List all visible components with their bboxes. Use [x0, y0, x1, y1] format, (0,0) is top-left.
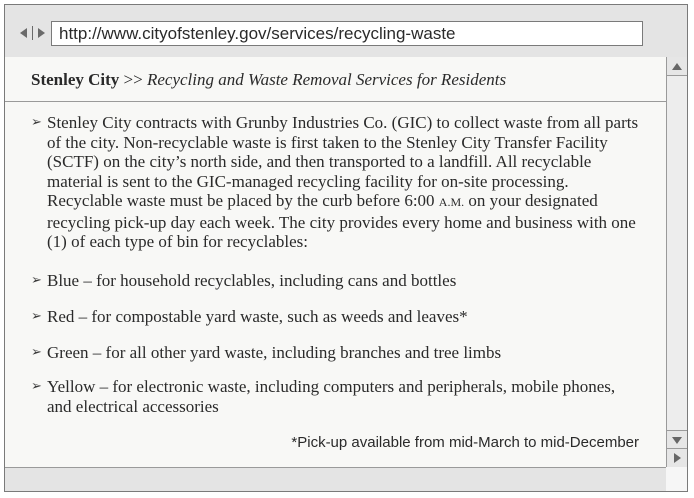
- bin-text: Red – for compostable yard waste, such as weeds and leaves*: [47, 307, 468, 326]
- bin-item-yellow: [31, 377, 643, 416]
- breadcrumb-current-page: Recycling and Waste Removal Services for Residents: [146, 70, 507, 89]
- bin-item-red: [31, 307, 643, 327]
- bullet-arrow-icon: ➢: [31, 379, 42, 394]
- scroll-down-icon: [672, 437, 682, 444]
- scroll-right-icon: [674, 453, 681, 463]
- address-bar[interactable]: http://www.cityofstenley.gov/services/recycling-waste: [51, 21, 643, 46]
- horizontal-scrollbar[interactable]: [5, 467, 666, 491]
- forward-arrow-icon[interactable]: [38, 28, 45, 38]
- bin-text: Blue – for household recyclables, including cans and bottles: [47, 271, 457, 290]
- scroll-up-button[interactable]: [667, 57, 687, 76]
- bin-item-green: [31, 343, 643, 363]
- browser-toolbar: [5, 5, 687, 58]
- bullet-arrow-icon: ➢: [31, 309, 42, 324]
- scroll-down-button[interactable]: [667, 430, 687, 449]
- footnote: *Pick-up available from mid-March to mid-December: [291, 434, 639, 451]
- vertical-scrollbar[interactable]: [666, 57, 687, 467]
- scroll-right-button[interactable]: [667, 448, 687, 467]
- intro-time-suffix: A.M.: [438, 195, 465, 209]
- breadcrumb-home[interactable]: Stenley City: [31, 70, 120, 89]
- bin-item-blue: [31, 271, 643, 291]
- intro-text-1: Stenley City contracts with Grunby Industries Co. (GIC) to collect waste from all parts of the city. Non-recyclable waste is first taken to the Stenley City Transfer Facility (SCTF) on the city’s north side, and then transported to a landfill. All recyclable material is sent to the GIC-managed recycling facility for on-site processing. Recyclable waste must be placed by the curb before 6:00: [47, 113, 639, 210]
- header-divider: [5, 101, 666, 102]
- page-content: [5, 57, 666, 467]
- nav-buttons: [20, 26, 45, 40]
- breadcrumb-separator: >>: [119, 70, 147, 89]
- bin-text: Green – for all other yard waste, including branches and tree limbs: [47, 343, 502, 362]
- breadcrumb: [31, 70, 506, 90]
- intro-text-2: on your designated recycling pick-up day each week. The city provides every home and business with one (1) of each type of bin for recyclables:: [47, 191, 636, 251]
- browser-window: [4, 4, 688, 492]
- intro-paragraph: [31, 113, 643, 252]
- bullet-arrow-icon: ➢: [31, 345, 42, 360]
- bullet-arrow-icon: ➢: [31, 115, 42, 130]
- bin-text: Yellow – for electronic waste, including computers and peripherals, mobile phones, and electrical accessories: [47, 377, 616, 416]
- bullet-arrow-icon: ➢: [31, 273, 42, 288]
- nav-divider: [32, 26, 33, 40]
- back-arrow-icon[interactable]: [20, 28, 27, 38]
- scroll-up-icon: [672, 63, 682, 70]
